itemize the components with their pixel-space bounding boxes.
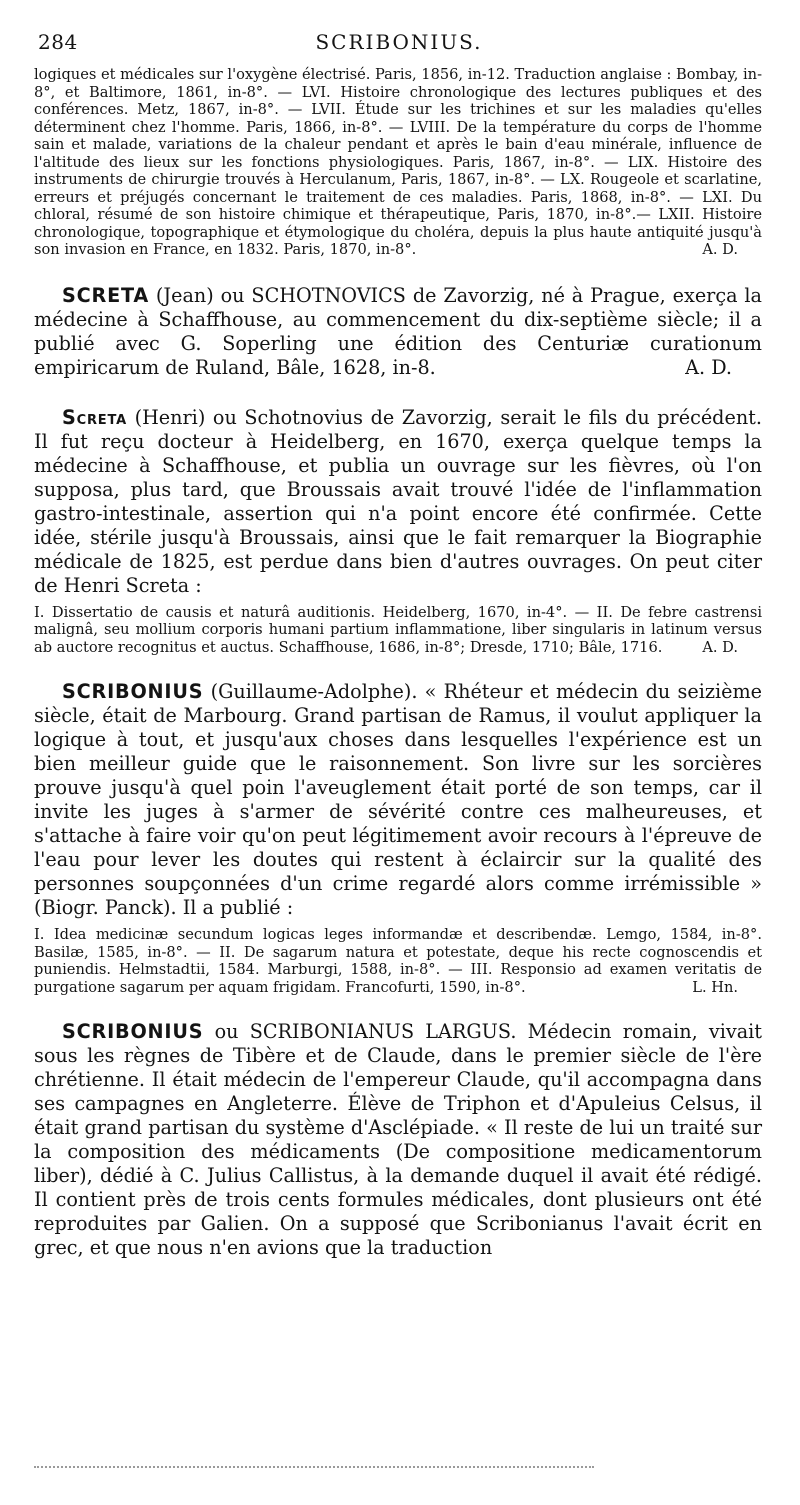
entry-signature: A. D. xyxy=(702,638,738,656)
entry-headword: SCRETA xyxy=(62,283,150,307)
entry-headword: SCRIBONIUS xyxy=(62,1020,204,1043)
entry-references xyxy=(34,604,762,657)
entry-headword: SCRIBONIUS xyxy=(62,680,204,703)
entry-text: (Jean) ou SCHOTNOVICS de Zavorzig, né à Prague, exerça la médecine à Schaffhouse, au commencement du dix-septième siècle; il a publié avec G. Soperling une édition des Centuriæ curationum empiricarum de Ruland, Bâle, 1628, in-8. xyxy=(34,283,762,379)
running-title: SCRIBONIUS. xyxy=(315,30,483,54)
page-number: 284 xyxy=(38,30,78,54)
entry-headword: Screta xyxy=(62,405,127,429)
continuation-text: logiques et médicales sur l'oxygène électrisé. Paris, 1856, in-12. Traduction anglaise : Bombay, in-8°, et Baltimore, 1861, in-8°. — LVI. Histoire chronologique des lectures publiques et des conférences. Metz, 1867, in-8°. — LVII. Étude sur les trichines et sur les maladies qu'elles déterminent chez l'homme. Paris, 1866, in-8°. — LVIII. De la température du corps de l'homme sain et malade, variations de la chaleur pendant et après le bain d'eau minérale, influence de l'altitude des lieux sur les fonctions physiologiques. Paris, 1867, in-8°. — LIX. Histoire des instruments de chirurgie trouvés à Herculanum, Paris, 1867, in-8°. — LX. Rougeole et scarlatine, erreurs et préjugés concernant le traitement de ces maladies. Paris, 1868, in-8°. — LXI. Du chloral, résumé de son histoire chimique et thérapeutique, Paris, 1870, in-8°.— LXII. Histoire chronologique, topographique et étymologique du choléra, depuis la plus haute antiquité jusqu'à son invasion en France, en 1832. Paris, 1870, in-8°. xyxy=(34,66,763,258)
entry-screta-jean xyxy=(34,284,762,380)
entry-references xyxy=(34,926,762,996)
entry-signature: A. D. xyxy=(685,355,732,379)
references-text: I. Dissertatio de causis et naturâ auditionis. Heidelberg, 1670, in-4°. — II. De febre castrensi malignâ, seu mollium corporis humani partium inflammatione, liber singularis in latinum versus ab auctore recognitus et auctus. Schaffhouse, 1686, in-8°; Dresde, 1710; Bâle, 1716. xyxy=(34,603,762,656)
page-body xyxy=(34,66,762,1260)
entry-text: (Henri) ou Schotnovius de Zavorzig, serait le fils du précédent. Il fut reçu docteur à Heidelberg, en 1670, exerça quelque temps la médecine à Schaffhouse, et publia un ouvrage sur les fièvres, où l'on supposa, plus tard, que Broussais avait trouvé l'idée de l'inflammation gastro-intestinale, assertion qui n'a point encore été confirmée. Cette idée, stérile jusqu'à Broussais, ainsi que le fait remarquer la Biographie médicale de 1825, est perdue dans bien d'autres ouvrages. On peut citer de Henri Screta : xyxy=(34,405,762,597)
footer-rule xyxy=(34,1466,594,1468)
entry-text: ou SCRIBONIANUS LARGUS. Médecin romain, vivait sous les règnes de Tibère et de Claude, dans le premier siècle de l'ère chrétienne. Il était médecin de l'empereur Claude, qu'il accompagna dans ses campagnes en Angleterre. Élève de Triphon et d'Apuleius Celsus, il était grand partisan du système d'Asclépiade. « Il reste de lui un traité sur la composition des médicaments (De compositione medicamentorum liber), dédié à C. Julius Callistus, à la demande duquel il avait été rédigé. Il contient près de trois cents formules médicales, dont plusieurs ont été reproduites par Galien. On a supposé que Scribonianus l'avait écrit en grec, et que nous n'en avions que la traduction xyxy=(34,1020,763,1259)
references-text: I. Idea medicinæ secundum logicas leges informandæ et describendæ. Lemgo, 1584, in-8°. Basilæ, 1585, in-8°. — II. De sagarum natura et potestate, deque his recte cognoscendis et puniendis. Helmstadtii, 1584. Marburgi, 1588, in-8°. — III. Responsio ad examen veritatis de purgatione sagarum per aquam frigidam. Francofurti, 1590, in-8°. xyxy=(34,926,762,996)
entry-scribonius-largus xyxy=(34,1020,762,1260)
entry-screta-henri xyxy=(34,406,762,598)
entry-scribonius-guillaume xyxy=(34,680,762,920)
entry-signature: L. Hn. xyxy=(692,978,738,996)
entry-text: (Guillaume-Adolphe). « Rhéteur et médecin du seizième siècle, était de Marbourg. Grand partisan de Ramus, il voulut appliquer la logique à tout, et jusqu'aux choses dans lesquelles l'expérience est un bien meilleur guide que le raisonnement. Son livre sur les sorcières prouve jusqu'à quel poin l'aveuglement était porté de son temps, car il invite les juges à s'armer de sévérité contre ces malheureuses, et s'attache à faire voir qu'on peut légitimement avoir recours à l'épreuve de l'eau pour lever les doutes qui restent à éclaircir sur la qualité des personnes soupçonnées d'un crime regardé alors comme irrémissible » (Biogr. Panck). Il a publié : xyxy=(34,680,762,919)
page-header xyxy=(38,30,760,64)
continuation-signature: A. D. xyxy=(702,241,738,258)
continuation-paragraph xyxy=(34,66,762,259)
